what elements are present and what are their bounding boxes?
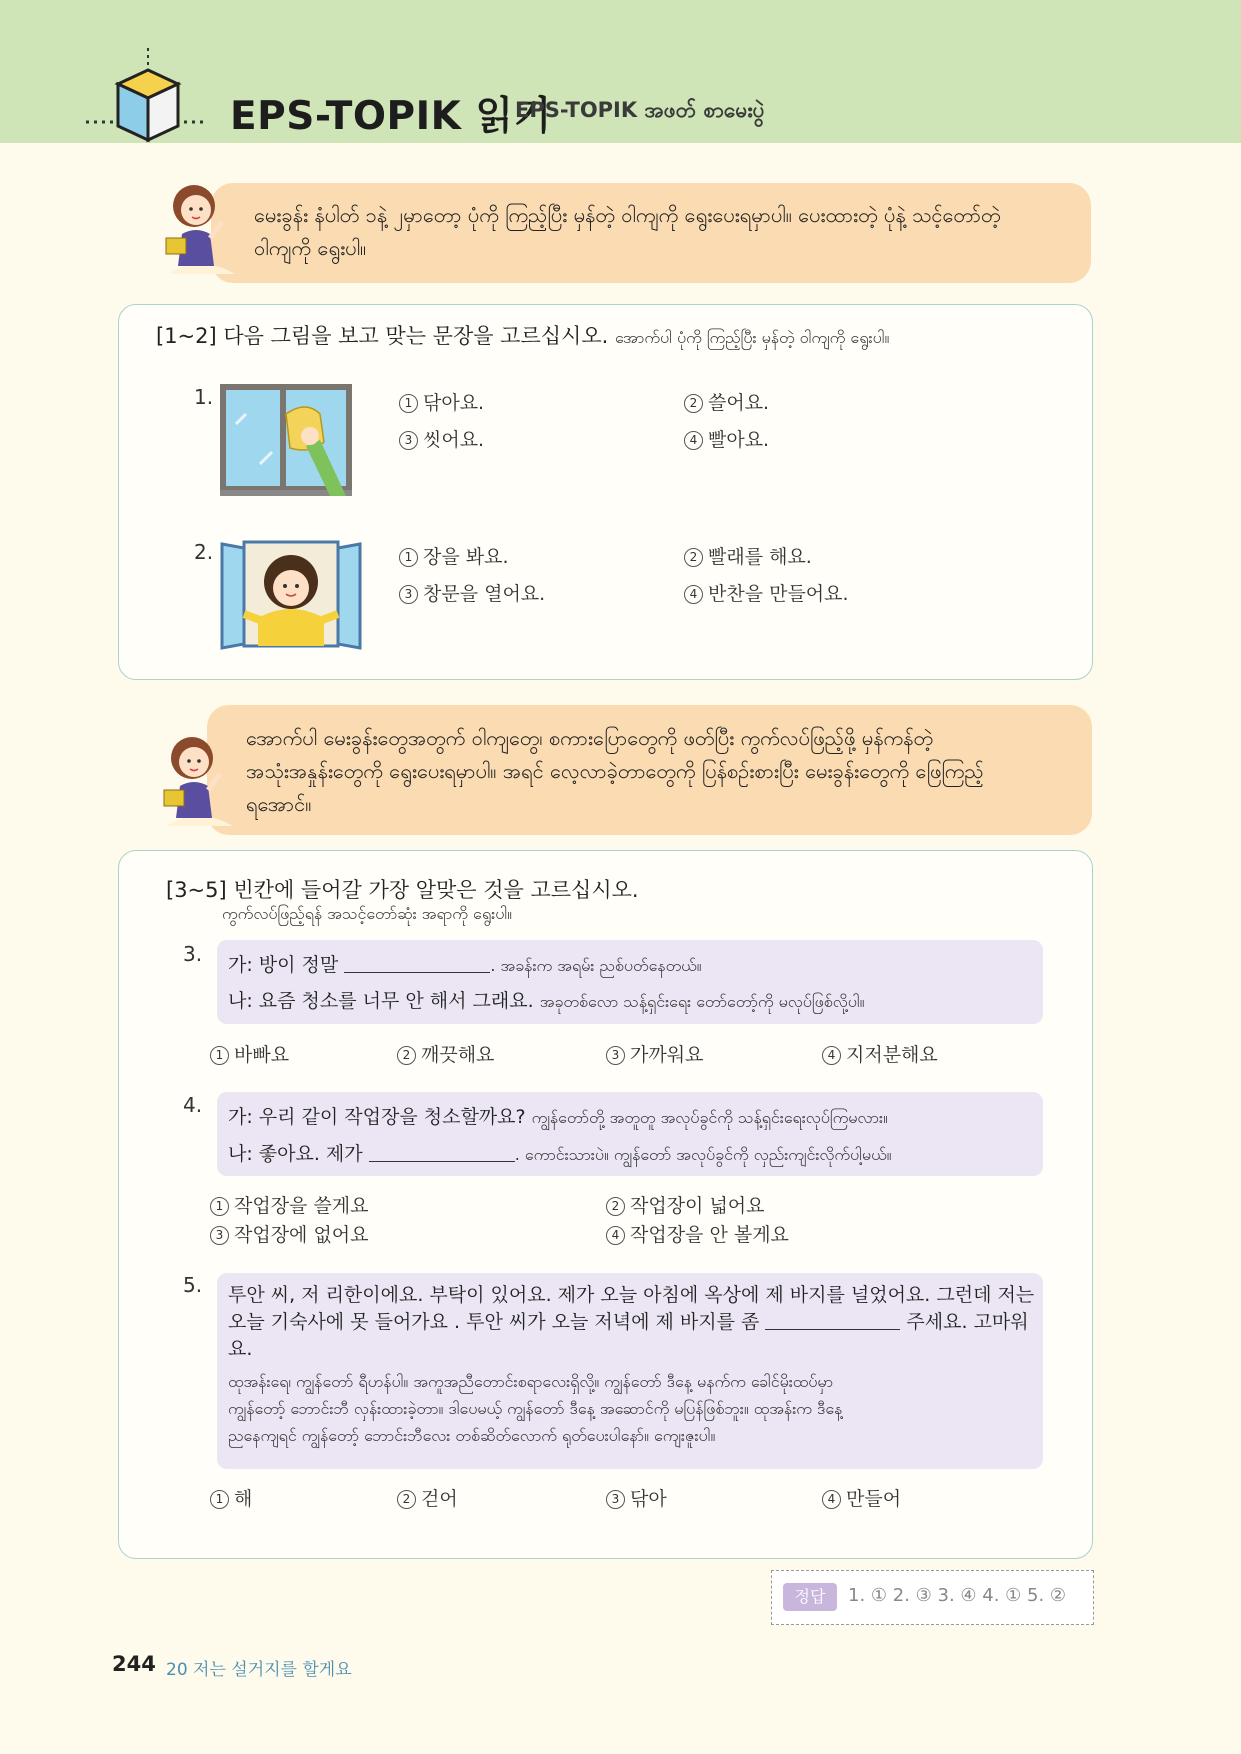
answer-values: 1. ① 2. ③ 3. ④ 4. ① 5. ② bbox=[848, 1585, 1067, 1606]
answer-key bbox=[771, 1570, 1094, 1625]
page-subtitle: EPS-TOPIK အဖတ် စာမေးပွဲ bbox=[515, 98, 765, 122]
option[interactable]: 1 해 bbox=[210, 1484, 252, 1511]
dialogue-line: 나: 좋아요. 제가 . ကောင်းသားပဲ။ ကျွန်တော် အလုပ်ခွင်ကို လှည်းကျင်းလိုက်ပါ့မယ်။ bbox=[228, 1143, 892, 1165]
dialogue-line: 가: 우리 같이 작업장을 청소할까요? ကျွန်တော်တို့ အတူတူ အလုပ်ခွင်ကို သန့်ရှင်းရေးလုပ်ကြမလား။ bbox=[228, 1106, 888, 1128]
question-number: 2. bbox=[194, 540, 214, 564]
page-number: 244 bbox=[112, 1652, 156, 1676]
answer-blank[interactable] bbox=[344, 954, 490, 973]
option[interactable]: 4 반찬을 만들어요. bbox=[684, 579, 849, 606]
option[interactable]: 3 창문을 열어요. bbox=[399, 579, 545, 606]
question-number: 1. bbox=[194, 385, 214, 409]
heading-burmese-2: ကွက်လပ်ဖြည့်ရန် အသင့်တော်ဆုံး အရာကို ရွေးပါ။ bbox=[222, 904, 512, 923]
heading-korean: [1~2] 다음 그림을 보고 맞는 문장을 고르십시오. bbox=[156, 324, 609, 348]
question-number: 5. bbox=[183, 1273, 203, 1297]
option[interactable]: 1 바빠요 bbox=[210, 1040, 289, 1067]
cube-icon bbox=[86, 48, 206, 148]
option[interactable]: 4 작업장을 안 볼게요 bbox=[606, 1220, 789, 1247]
option[interactable]: 2 쓸어요. bbox=[684, 388, 769, 415]
section-heading-2: [3~5] 빈칸에 들어갈 가장 알맞은 것을 고르십시오. bbox=[166, 878, 639, 902]
teacher-illustration-2 bbox=[158, 730, 243, 830]
option[interactable]: 2 빨래를 해요. bbox=[684, 542, 812, 569]
dialogue-line: 가: 방이 정말 . အခန်းက အရမ်း ညစ်ပတ်နေတယ်။ bbox=[228, 954, 702, 976]
instruction-text-2: အောက်ပါ မေးခွန်းတွေအတွက် ဝါကျတွေ၊ စကားပြောတွေကို ဖတ်ပြီး ကွက်လပ်ဖြည့်ဖို့ မှန်ကန်တဲ့ အသုံးအနှုန်းတွေကို ရွေးပေးရမှာပါ။ အရင် လေ့လာခဲ့တာတွေကို ပြန်စဉ်းစားပြီး မေးခွန်းတွေကို ဖြေကြည့်ရအောင်။ bbox=[246, 726, 984, 816]
teacher-illustration bbox=[160, 178, 245, 278]
chapter-title: 20 저는 설거지를 할게요 bbox=[166, 1660, 352, 1680]
instruction-text: မေးခွန်း နံပါတ် ၁နဲ့ ၂မှာတော့ ပုံကို ကြည့်ပြီး မှန်တဲ့ ဝါကျကို ရွေးပေးရမှာပါ။ ပေးထားတဲ့ ပုံနဲ့ သင့်တော်တဲ့ ဝါကျကို ရွေးပါ။ bbox=[254, 203, 1001, 260]
question-number: 4. bbox=[183, 1093, 203, 1117]
answer-blank[interactable] bbox=[765, 1311, 900, 1330]
page-title: EPS-TOPIK 읽기 bbox=[230, 94, 552, 139]
open-window-illustration bbox=[220, 538, 362, 650]
answer-blank[interactable] bbox=[369, 1143, 515, 1162]
option[interactable]: 1 작업장을 쓸게요 bbox=[210, 1191, 369, 1218]
option[interactable]: 3 닦아 bbox=[606, 1484, 667, 1511]
dialogue-line: 나: 요즘 청소를 너무 안 해서 그래요. အခုတစ်လော သန့်ရှင်းရေး တော်တော့်ကို မလုပ်ဖြစ်လို့ပါ။ bbox=[228, 990, 865, 1012]
option[interactable]: 2 깨끗해요 bbox=[397, 1040, 494, 1067]
option[interactable]: 3 씻어요. bbox=[399, 425, 484, 452]
question-number: 3. bbox=[183, 942, 203, 966]
option[interactable]: 4 지저분해요 bbox=[822, 1040, 938, 1067]
passage-korean: 투안 씨, 저 리한이에요. 부탁이 있어요. 제가 오늘 아침에 옥상에 제 바지를 널었어요. 그런데 저는 오늘 기숙사에 못 들어가요 . 투안 씨가 오늘 저녁에 제 바지를 좀 주세요. 고마워 요. bbox=[228, 1284, 1035, 1360]
option[interactable]: 3 가까워요 bbox=[606, 1040, 703, 1067]
answer-label: 정답 bbox=[783, 1583, 837, 1611]
option[interactable]: 3 작업장에 없어요 bbox=[210, 1220, 369, 1247]
passage-burmese: ထုအန်းရေ၊ ကျွန်တော် ရီဟန်ပါ။ အကူအညီတောင်းစရာလေးရှိလို့။ ကျွန်တော် ဒီနေ့ မနက်က ခေါင်မိုးထပ်မှာ ကျွန်တော့် ဘောင်းဘီ လှန်းထားခဲ့တာ။ ဒါပေမယ့် ကျွန်တော် ဒီနေ့ အဆောင်ကို မပြန်ဖြစ်ဘူး။ ထုအန်းက ဒီနေ့ ညနေကျရင် ကျွန်တော့် ဘောင်းဘီလေး တစ်ဆိတ်လောက် ရုတ်ပေးပါနော်။ ကျေးဇူးပါ။ bbox=[228, 1372, 843, 1445]
heading-burmese: အောက်ပါ ပုံကို ကြည့်ပြီး မှန်တဲ့ ဝါကျကို ရွေးပါ။ bbox=[614, 328, 890, 347]
option[interactable]: 2 작업장이 넓어요 bbox=[606, 1191, 765, 1218]
option[interactable]: 4 빨아요. bbox=[684, 425, 769, 452]
section-heading bbox=[156, 320, 889, 351]
option[interactable]: 1 장을 봐요. bbox=[399, 542, 509, 569]
window-wiping-illustration bbox=[220, 384, 352, 504]
option[interactable]: 1 닦아요. bbox=[399, 388, 484, 415]
option[interactable]: 4 만들어 bbox=[822, 1484, 901, 1511]
option[interactable]: 2 걷어 bbox=[397, 1484, 458, 1511]
